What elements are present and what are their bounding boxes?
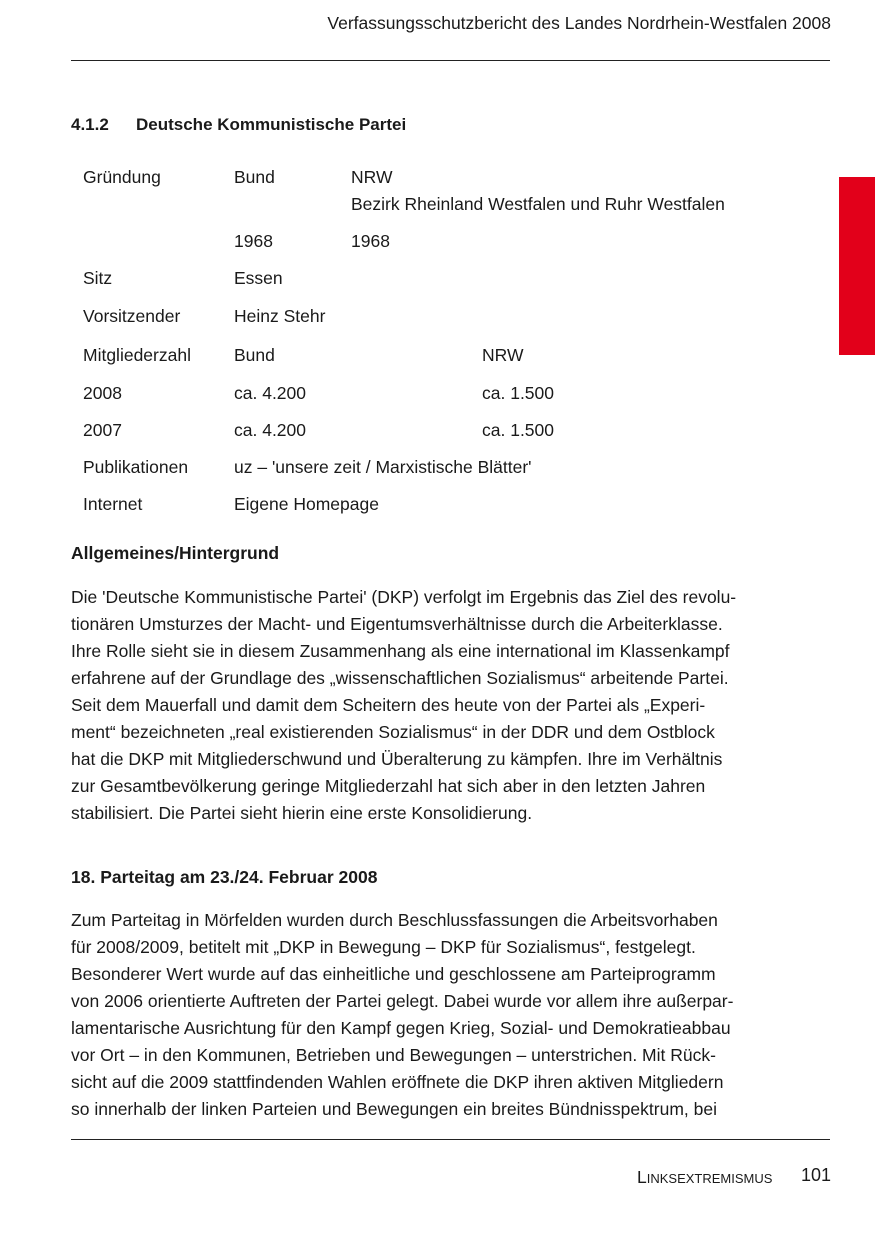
paragraph-line: für 2008/2009, betitelt mit „DKP in Bewegung – DKP für Sozialismus“, festgelegt. — [71, 937, 696, 957]
paragraph-line: Besonderer Wert wurde auf das einheitliche und geschlossene am Parteiprogramm — [71, 964, 716, 984]
value-vorsitzender: Heinz Stehr — [234, 306, 326, 326]
label-internet: Internet — [83, 494, 143, 514]
label-mitgliederzahl: Mitgliederzahl — [83, 345, 191, 365]
row-bund-value: ca. 4.200 — [234, 383, 306, 403]
parteitag-paragraph — [71, 907, 791, 1123]
paragraph-line: Zum Parteitag in Mörfelden wurden durch Beschlussfassungen die Arbeitsvorhaben — [71, 910, 718, 930]
gruendung-nrw-detail: Bezirk Rheinland Westfalen und Ruhr Westfalen — [351, 194, 725, 214]
mitglieder-nrw-label: NRW — [482, 345, 524, 365]
value-sitz: Essen — [234, 268, 283, 288]
label-publikationen: Publikationen — [83, 457, 189, 477]
row-year: 2008 — [83, 383, 122, 403]
paragraph-line: tionären Umsturzes der Macht- und Eigentumsverhältnisse durch die Arbeiterklasse. — [71, 614, 723, 634]
section-title: Deutsche Kommunistische Partei — [136, 115, 407, 134]
footer-section-name — [637, 1167, 772, 1188]
label-vorsitzender: Vorsitzender — [83, 306, 181, 326]
row-year: 2007 — [83, 420, 122, 440]
allgemeines-paragraph — [71, 584, 791, 827]
paragraph-line: von 2006 orientierte Auftreten der Partei gelegt. Dabei wurde vor allem ihre außerpar- — [71, 991, 734, 1011]
row-nrw-value: ca. 1.500 — [482, 420, 554, 440]
chapter-marker-tab — [839, 177, 875, 355]
value-publikationen: uz – 'unsere zeit / Marxistische Blätter' — [234, 457, 532, 477]
paragraph-line: sicht auf die 2009 stattfindenden Wahlen eröffnete die DKP ihren aktiven Mitgliedern — [71, 1072, 724, 1092]
paragraph-line: Die 'Deutsche Kommunistische Partei' (DKP) verfolgt im Ergebnis das Ziel des revolu- — [71, 587, 737, 607]
section-number: 4.1.2 — [71, 115, 109, 134]
paragraph-line: ment“ bezeichneten „real existierenden Sozialismus“ in der DDR und dem Ostblock — [71, 722, 715, 742]
paragraph-line: Seit dem Mauerfall und damit dem Scheitern des heute von der Partei als „Experi- — [71, 695, 706, 715]
paragraph-line: so innerhalb der linken Parteien und Bewegungen ein breites Bündnisspektrum, bei — [71, 1099, 717, 1119]
section-heading — [71, 115, 406, 135]
gruendung-bund-year: 1968 — [234, 231, 273, 251]
row-nrw-value: ca. 1.500 — [482, 383, 554, 403]
gruendung-nrw-label: NRW — [351, 167, 393, 187]
label-sitz: Sitz — [83, 268, 113, 288]
allgemeines-heading: Allgemeines/Hintergrund — [71, 543, 280, 563]
running-header-title: Verfassungsschutzbericht des Landes Nordrhein-Westfalen 2008 — [327, 13, 831, 33]
label-gruendung: Gründung — [83, 167, 161, 187]
paragraph-line: erfahrene auf der Grundlage des „wissenschaftlichen Sozialismus“ arbeitende Partei. — [71, 668, 729, 688]
footer-rule — [71, 1139, 830, 1140]
parteitag-heading: 18. Parteitag am 23./24. Februar 2008 — [71, 867, 378, 887]
paragraph-line: vor Ort – in den Kommunen, Betrieben und Bewegungen – unterstrichen. Mit Rück- — [71, 1045, 716, 1065]
footer-section-initial: L — [637, 1167, 647, 1187]
row-bund-value: ca. 4.200 — [234, 420, 306, 440]
paragraph-line: stabilisiert. Die Partei sieht hierin eine erste Konsolidierung. — [71, 803, 533, 823]
paragraph-line: hat die DKP mit Mitgliederschwund und Überalterung zu kämpfen. Ihre im Verhältnis — [71, 749, 723, 769]
header-rule — [71, 60, 830, 61]
paragraph-line: Ihre Rolle sieht sie in diesem Zusammenhang als eine international im Klassenkampf — [71, 641, 730, 661]
gruendung-bund-label: Bund — [234, 167, 275, 187]
value-internet: Eigene Homepage — [234, 494, 379, 514]
gruendung-nrw-year: 1968 — [351, 231, 390, 251]
page-number: 101 — [800, 1165, 831, 1185]
paragraph-line: lamentarische Ausrichtung für den Kampf gegen Krieg, Sozial- und Demokratieabbau — [71, 1018, 731, 1038]
paragraph-line: zur Gesamtbevölkerung geringe Mitgliederzahl hat sich aber in den letzten Jahren — [71, 776, 706, 796]
footer-section-rest: INKSEXTREMISMUS — [646, 1171, 773, 1186]
mitglieder-bund-label: Bund — [234, 345, 275, 365]
